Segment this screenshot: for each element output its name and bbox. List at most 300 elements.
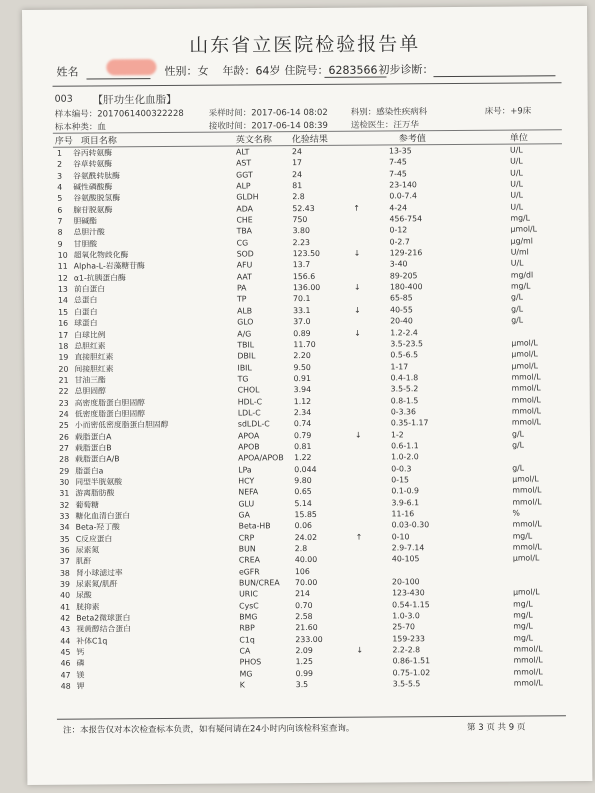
row-number: 15: [58, 307, 69, 317]
reference-range: 89-205: [389, 271, 418, 281]
item-name: 低密度脂蛋白胆固醇: [74, 409, 146, 419]
reference-range: 1.2-2.4: [390, 327, 418, 337]
result-value: 17: [292, 158, 303, 168]
item-name: C反应蛋白: [75, 534, 113, 544]
unit: mmol/L: [511, 383, 541, 393]
english-name: IBIL: [237, 362, 252, 373]
unit: U/L: [510, 258, 524, 269]
abnormal-flag: ↓: [353, 282, 361, 292]
item-name: 直接胆红素: [74, 352, 114, 362]
result-value: 21.60: [295, 623, 318, 633]
unit: mmol/L: [511, 394, 541, 405]
row-number: 22: [58, 386, 69, 396]
reference-range: 20-40: [390, 316, 413, 326]
reference-range: 0-0.3: [391, 463, 412, 474]
english-name: sdLDL-C: [237, 419, 270, 429]
sample-type: 标本种类：血: [54, 122, 106, 133]
reference-range: 2.2-2.8: [392, 645, 421, 655]
unit: mmol/L: [512, 542, 542, 552]
row-number: 3: [57, 171, 63, 181]
row-number: 45: [60, 647, 71, 657]
inpatient-label: 住院号：6283566: [284, 63, 378, 78]
unit: U/L: [510, 202, 524, 212]
item-name: 钙: [76, 647, 85, 657]
result-value: 3.94: [293, 385, 312, 395]
header-no: 序号: [54, 136, 73, 147]
english-name: GLDH: [236, 192, 259, 202]
row-number: 36: [59, 545, 70, 555]
item-name: 间接胆红素: [74, 363, 114, 374]
english-name: APOB: [238, 442, 260, 452]
unit: μmol/L: [512, 553, 540, 563]
result-value: 136.00: [292, 283, 321, 293]
result-value: 0.06: [294, 521, 313, 531]
result-value: 0.89: [293, 328, 311, 338]
item-name: α1-抗胰蛋白酶: [73, 273, 126, 283]
row-number: 26: [58, 432, 69, 442]
english-name: APOA/APOB: [238, 453, 284, 463]
english-name: Beta-HB: [238, 521, 271, 531]
row-number: 31: [59, 488, 70, 499]
sex-label: 性别：女: [164, 64, 209, 79]
reference-range: 0-15: [391, 475, 410, 485]
english-name: A/G: [237, 328, 252, 339]
row-number: 11: [57, 262, 68, 272]
page-number: 第 3 页 共 9 页: [466, 722, 526, 733]
english-name: ALB: [237, 306, 253, 316]
redacted-name: [106, 59, 156, 75]
reference-range: 180-400: [389, 282, 423, 292]
item-name: 球蛋白: [74, 318, 98, 328]
reference-range: 0.03-0.30: [391, 520, 430, 530]
item-name: 载脂蛋白A: [74, 431, 112, 442]
unit: mg/L: [510, 213, 531, 223]
unit: mg/L: [513, 599, 533, 609]
reference-range: 65-85: [389, 293, 413, 303]
row-number: 32: [59, 500, 70, 510]
row-number: 24: [58, 409, 69, 419]
item-name: 超氧化物歧化酶: [73, 250, 129, 260]
row-number: 28: [59, 454, 70, 465]
item-name: 甘胆酸: [73, 239, 98, 249]
item-name: 镁: [76, 670, 85, 680]
result-value: 123.50: [292, 249, 321, 259]
result-value: 9.80: [294, 475, 312, 486]
item-name: 胆碱酯: [73, 216, 97, 226]
reference-range: 3-40: [389, 259, 408, 269]
english-name: CG: [236, 238, 249, 248]
result-value: 0.79: [293, 430, 312, 440]
english-name: GLU: [238, 499, 255, 509]
result-value: 5.14: [294, 498, 312, 508]
reference-range: 1-2: [390, 429, 404, 440]
item-name: 肌酐: [75, 556, 92, 567]
result-value: 0.70: [295, 600, 313, 610]
abnormal-flag: ↓: [354, 305, 361, 315]
result-value: 33.1: [293, 305, 311, 315]
english-name: BUN/CREA: [238, 578, 280, 588]
unit: mg/L: [513, 610, 533, 620]
reference-range: 129-216: [389, 248, 423, 258]
reference-range: 1.0-2.0: [391, 452, 419, 462]
row-number: 6: [57, 205, 63, 215]
unit: U/L: [509, 145, 523, 155]
result-value: 3.5: [295, 680, 309, 690]
reference-range: 1-17: [390, 361, 409, 371]
result-value: 2.23: [292, 237, 311, 247]
reference-range: 3.5-23.5: [390, 339, 423, 349]
item-name: 白球比例: [74, 329, 106, 340]
english-name: PA: [236, 283, 247, 293]
row-number: 8: [57, 228, 63, 238]
result-value: 9.50: [293, 362, 311, 372]
english-name: PHOS: [239, 657, 262, 667]
bottom-rule: [57, 715, 566, 720]
english-name: LDL-C: [237, 408, 261, 418]
english-name: AST: [236, 158, 252, 168]
diagnosis-label: 初步诊断：: [378, 63, 434, 77]
item-name: 高密度脂蛋白胆固醇: [74, 397, 145, 408]
item-name: 尿素氮/肌酐: [75, 579, 118, 589]
row-number: 37: [59, 557, 70, 567]
reference-range: 0-2.7: [389, 237, 410, 247]
result-value: 40.00: [294, 555, 318, 565]
result-value: 37.0: [293, 317, 311, 327]
unit: μmol/L: [510, 224, 538, 235]
row-number: 43: [60, 625, 71, 635]
unit: mmol/L: [512, 485, 542, 495]
unit: μmol/L: [512, 474, 539, 484]
row-number: 33: [59, 511, 70, 521]
row-number: 25: [58, 420, 69, 431]
english-name: eGFR: [238, 567, 260, 577]
english-name: ADA: [236, 204, 253, 214]
result-value: 70.00: [294, 578, 318, 588]
english-name: AFU: [236, 260, 253, 270]
header-abbr: 英文名称: [235, 135, 272, 146]
english-name: BMG: [239, 612, 258, 622]
result-value: 0.81: [294, 441, 312, 452]
item-name: 谷氨酸脱氢酶: [73, 193, 121, 204]
item-name: 葡萄糖: [75, 500, 99, 510]
unit: μmol/L: [513, 587, 540, 597]
result-value: 15.85: [294, 509, 317, 520]
result-value: 3.80: [292, 226, 310, 236]
english-name: ALP: [236, 181, 251, 191]
department: 科别：感染性疾病科: [350, 107, 428, 118]
english-name: RBP: [239, 623, 255, 633]
result-value: 0.044: [294, 464, 317, 474]
english-name: CHOL: [237, 385, 260, 395]
report-paper: [22, 6, 592, 785]
item-name: 肾小球滤过率: [75, 568, 123, 578]
unit: mg/L: [513, 633, 533, 643]
result-value: 156.6: [292, 271, 316, 281]
unit: g/L: [511, 429, 524, 439]
header-result: 化验结果: [291, 134, 328, 146]
item-name: 小而密低密度脂蛋白胆固醇: [74, 420, 169, 430]
unit: g/L: [512, 440, 525, 450]
unit: mg/L: [512, 531, 533, 541]
item-name: 总蛋白: [73, 295, 98, 306]
result-value: 2.20: [293, 351, 311, 361]
result-value: 2.09: [295, 646, 313, 656]
row-number: 21: [58, 375, 69, 385]
age-label: 年龄：64岁: [222, 64, 281, 78]
report-code: 003: [54, 93, 73, 105]
row-number: 5: [57, 194, 63, 204]
english-name: TP: [236, 294, 247, 304]
english-name: SOD: [236, 249, 254, 259]
english-name: K: [239, 680, 245, 690]
item-name: 总胆汁酸: [73, 227, 105, 238]
item-name: 同型半胱氨酸: [75, 477, 123, 487]
reference-range: 40-105: [391, 554, 420, 564]
reference-range: 0.4-1.8: [390, 373, 419, 383]
english-name: C1q: [239, 635, 255, 645]
row-number: 17: [58, 330, 69, 340]
english-name: GGT: [236, 170, 253, 180]
item-name: 白蛋白: [74, 307, 98, 317]
reference-range: 0.8-1.5: [390, 395, 419, 405]
row-number: 19: [58, 352, 69, 362]
item-name: 碱性磷酸酶: [73, 182, 113, 192]
name-label: 姓名: [56, 65, 79, 79]
reference-range: 0.5-6.5: [390, 350, 419, 360]
reference-range: 0.1-0.9: [391, 486, 420, 496]
reference-range: 0.35-1.17: [390, 418, 429, 428]
unit: U/L: [510, 168, 523, 178]
english-name: URIC: [239, 589, 258, 599]
footer-note: 注：本报告仅对本次检查标本负责，如有疑问请在24小时内向该检科室查询。: [62, 723, 355, 736]
row-number: 40: [60, 591, 71, 601]
unit: mmol/L: [511, 372, 541, 382]
row-number: 18: [58, 341, 69, 351]
row-number: 9: [57, 239, 63, 249]
reference-range: 20-100: [391, 577, 420, 587]
results-table: [53, 144, 566, 692]
result-value: 0.65: [294, 487, 312, 497]
row-number: 13: [57, 284, 68, 294]
footer: [62, 720, 562, 736]
reference-range: 1.0-3.0: [392, 611, 420, 621]
result-value: 2.34: [293, 407, 312, 418]
row-number: 38: [59, 568, 70, 578]
abnormal-flag: ↓: [356, 645, 364, 655]
result-value: 750: [292, 215, 308, 225]
item-name: 脂蛋白a: [75, 466, 104, 476]
unit: mmol/L: [513, 678, 543, 688]
unit: μmol/L: [511, 338, 538, 348]
result-value: 106: [294, 566, 310, 576]
english-name: BUN: [238, 544, 256, 554]
item-name: 尿酸: [76, 590, 92, 601]
item-name: 谷丙转氨酶: [72, 148, 113, 158]
row-number: 12: [57, 273, 68, 283]
reference-range: 13-35: [388, 146, 412, 156]
item-name: 尿素氮: [75, 545, 100, 555]
unit: μmol/L: [511, 360, 538, 371]
english-name: HCY: [238, 476, 255, 486]
item-name: 磷: [76, 659, 85, 669]
reference-range: 0.6-1.1: [391, 441, 419, 451]
unit: mg/L: [513, 621, 533, 632]
inpatient-underline: [324, 76, 386, 77]
unit: mmol/L: [512, 497, 542, 507]
reference-range: 0.0-7.4: [389, 191, 417, 201]
row-number: 20: [58, 364, 69, 374]
result-value: 24.02: [294, 532, 318, 542]
reference-range: 40-55: [390, 305, 413, 315]
unit: g/L: [511, 304, 524, 314]
abnormal-flag: ↑: [353, 203, 360, 213]
item-name: 腺苷脱氨酶: [73, 205, 113, 215]
unit: mmol/L: [513, 644, 543, 654]
item-name: 总胆红素: [74, 341, 106, 351]
collect-time: 采样时间：2017-06-14 08:02: [208, 107, 328, 119]
row-number: 41: [60, 602, 71, 612]
result-value: 1.12: [293, 396, 312, 406]
row-number: 27: [59, 443, 70, 453]
header-name: 项目名称: [80, 136, 117, 147]
english-name: GLO: [237, 317, 254, 327]
result-value: 24: [292, 169, 303, 179]
unit: U/L: [510, 156, 523, 166]
result-value: 81: [292, 181, 303, 191]
row-number: 48: [60, 681, 71, 691]
reference-range: 2.9-7.14: [391, 543, 425, 553]
result-value: 233.00: [295, 634, 323, 644]
top-rule: [53, 82, 562, 87]
row-number: 44: [60, 636, 71, 646]
unit: g/L: [511, 315, 524, 325]
result-value: 52.43: [292, 203, 315, 213]
reference-range: 4-24: [389, 203, 408, 213]
report-title: 山东省立医院检验报告单: [189, 33, 421, 57]
row-number: 42: [60, 613, 71, 623]
row-number: 39: [59, 579, 70, 589]
reference-range: 7-45: [389, 157, 407, 167]
english-name: ALT: [235, 147, 250, 157]
unit: mmol/L: [511, 406, 541, 416]
reference-range: 123-430: [392, 588, 425, 598]
english-name: TBIL: [237, 340, 255, 350]
abnormal-flag: ↓: [353, 248, 361, 258]
unit: g/L: [510, 292, 523, 303]
abnormal-flag: ↓: [354, 328, 361, 338]
unit: U/L: [510, 190, 524, 200]
reference-range: 0-10: [391, 531, 410, 542]
unit: %: [512, 508, 520, 518]
english-name: DBIL: [237, 351, 256, 361]
reference-range: 0-3.36: [390, 407, 416, 417]
english-name: TBA: [236, 226, 253, 236]
reference-range: 159-233: [392, 633, 426, 644]
result-value: 70.1: [292, 294, 311, 304]
item-name: 游离脂肪酸: [75, 488, 115, 498]
reference-range: 3.5-5.2: [390, 384, 419, 394]
item-name: 钾: [76, 681, 85, 691]
name-underline: [86, 78, 150, 79]
item-name: Beta-羟丁酸: [75, 522, 120, 532]
result-value: 214: [295, 589, 311, 599]
unit: mmol/L: [512, 519, 542, 529]
result-value: 13.7: [292, 260, 311, 270]
english-name: HDL-C: [237, 396, 263, 407]
item-name: 糖化血清白蛋白: [75, 511, 131, 521]
row-number: 29: [59, 466, 70, 476]
english-name: GA: [238, 510, 250, 520]
item-name: 谷草转氨酶: [73, 159, 113, 169]
item-name: 视黄醇结合蛋白: [76, 624, 131, 635]
result-value: 11.70: [293, 339, 316, 349]
result-value: 2.58: [295, 612, 313, 622]
patient-info-line: [56, 60, 557, 79]
reference-range: 0.54-1.15: [392, 599, 430, 610]
english-name: CREA: [238, 555, 261, 565]
receive-time: 接收时间：2017-06-14 08:39: [208, 120, 328, 132]
english-name: LPa: [238, 465, 252, 475]
english-name: APOA: [237, 430, 260, 441]
row-number: 35: [59, 534, 70, 544]
row-number: 2: [57, 160, 63, 170]
english-name: MG: [239, 669, 253, 679]
reference-range: 3.5-5.5: [392, 679, 421, 689]
row-number: 16: [58, 318, 69, 328]
unit: mmol/L: [513, 655, 543, 666]
item-name: Alpha-L-岩藻糖苷酶: [73, 261, 145, 272]
item-name: 甘油三酯: [74, 375, 106, 385]
reference-range: 23-140: [389, 180, 417, 190]
row-number: 4: [57, 182, 63, 192]
result-value: 1.25: [295, 657, 313, 667]
row-number: 46: [60, 659, 71, 669]
english-name: NEFA: [238, 487, 259, 497]
row-number: 47: [60, 670, 71, 680]
result-value: 2.8: [292, 192, 305, 202]
unit: mg/dl: [510, 270, 534, 280]
row-number: 30: [59, 477, 70, 487]
header-ref: 参考值: [398, 134, 426, 145]
unit: U/ml: [510, 247, 529, 257]
row-number: 23: [58, 398, 69, 408]
unit: mmol/L: [511, 417, 542, 427]
item-name: 前白蛋白: [73, 284, 106, 294]
item-name: 补体C1q: [76, 636, 108, 646]
unit: mg/L: [510, 281, 531, 291]
english-name: CysC: [239, 601, 259, 611]
english-name: CHE: [236, 215, 253, 225]
item-name: 载脂蛋白B: [75, 443, 112, 453]
unit: mmol/L: [513, 667, 543, 677]
reference-range: 25-70: [392, 622, 416, 632]
sample-no: 样本编号：2017061400322228: [54, 108, 184, 120]
section-title: 【肝功生化血脂】: [92, 93, 177, 107]
result-value: 2.8: [294, 544, 308, 554]
row-number: 7: [57, 216, 63, 226]
item-name: 胱抑素: [76, 602, 100, 612]
row-number: 10: [57, 250, 68, 260]
abnormal-flag: ↓: [354, 430, 362, 440]
reference-range: 7-45: [389, 169, 407, 179]
english-name: AAT: [236, 272, 252, 282]
item-name: 谷氨酰转肽酶: [73, 171, 120, 181]
item-name: Beta2微球蛋白: [76, 613, 131, 623]
diagnosis-underline: [433, 75, 555, 77]
result-value: 0.74: [293, 419, 312, 429]
row-number: 1: [56, 148, 63, 158]
bed-no: 床号：+9床: [484, 106, 532, 117]
